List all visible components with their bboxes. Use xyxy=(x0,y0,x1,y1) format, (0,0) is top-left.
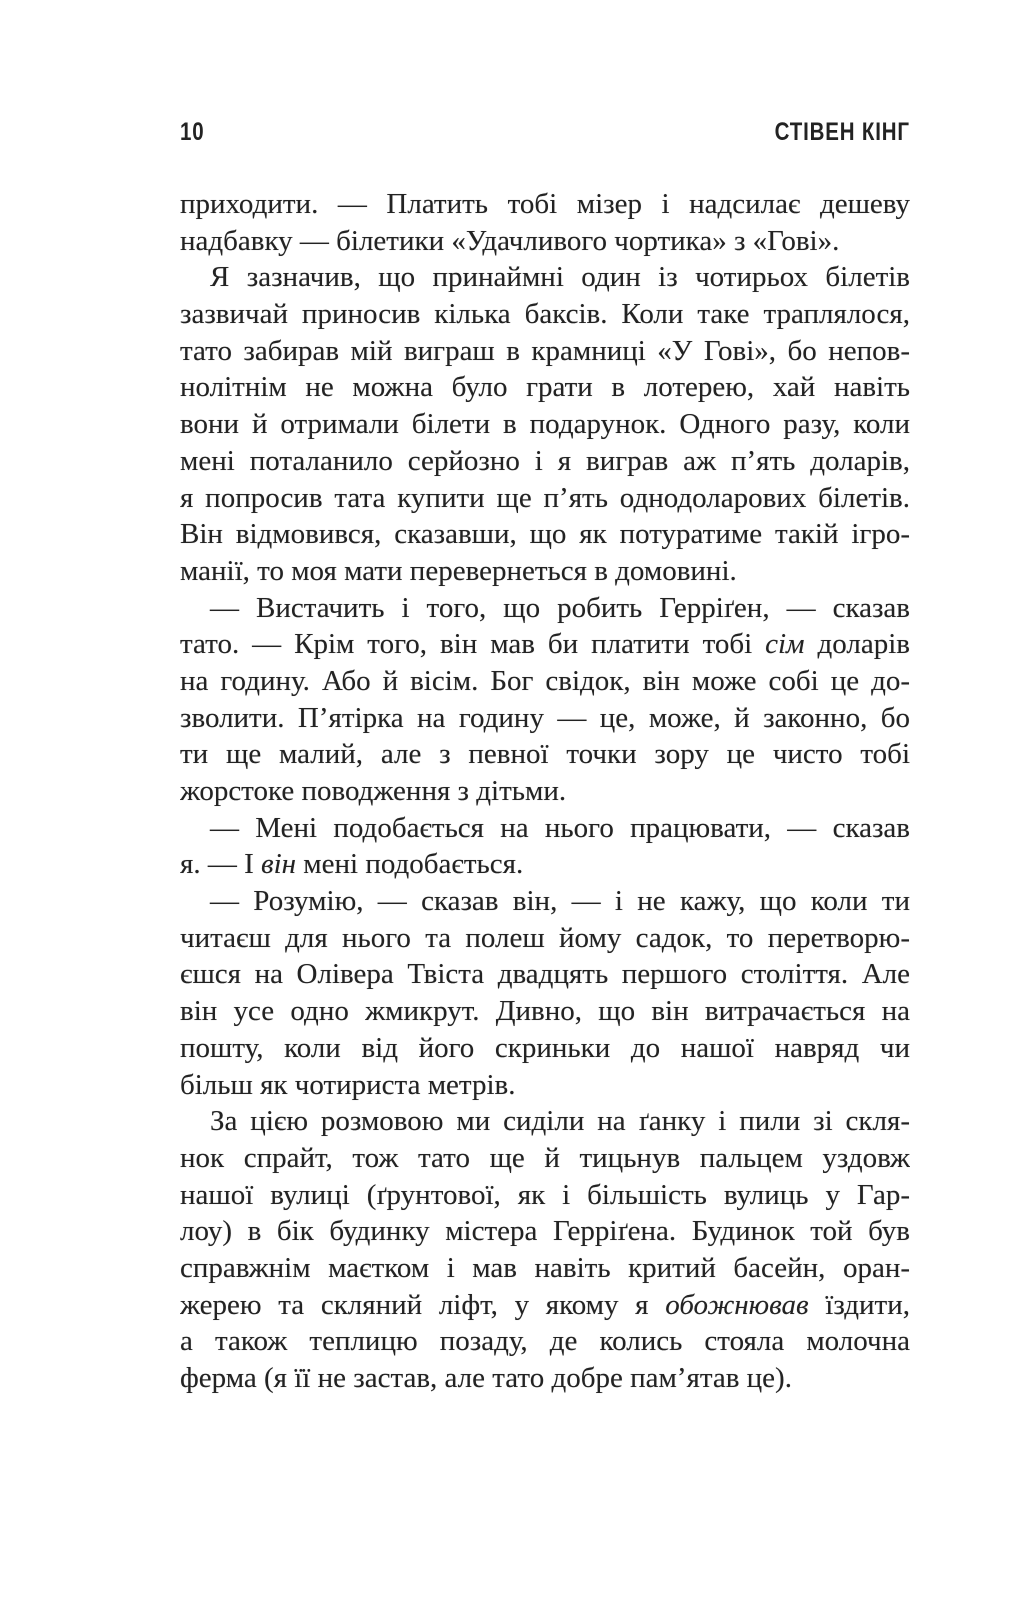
text-line: а також теплицю позаду, де колись стояла молочна xyxy=(180,1325,910,1358)
text-line: ферма (я її не застав, але тато добре пам’ятав це). xyxy=(180,1362,792,1394)
text-line: нок спрайт, тож тато ще й тицьнув пальцем уздовж xyxy=(180,1141,910,1174)
text-line: мені поталанило серйозно і я виграв аж п’ять доларів, xyxy=(180,444,910,477)
page-number: 10 xyxy=(180,118,205,146)
running-title: СТІВЕН КІНГ xyxy=(774,118,910,146)
text-line: За цією розмовою ми сиділи на ґанку і пили зі скля- xyxy=(210,1105,910,1138)
text-line: зволити. П’ятірка на годину — це, може, й законно, бо xyxy=(180,701,910,734)
text-line: я. — І він мені подобається. xyxy=(180,848,524,881)
text-line: більш як чотириста метрів. xyxy=(180,1068,516,1101)
text-line: манії, то моя мати перевернеться в домовині. xyxy=(180,554,737,587)
page-body xyxy=(180,186,910,1397)
text-line: приходити. — Платить тобі мізер і надсилає дешеву xyxy=(180,188,910,220)
text-line: — Вистачить і того, що робить Герріґен, — сказав xyxy=(210,591,910,624)
text-line: читаєш для нього та полеш йому садок, то перетворю- xyxy=(180,921,910,954)
text-line: я попросив тата купити ще п’ять однодоларових білетів. xyxy=(180,481,910,514)
text-line: нашої вулиці (ґрунтової, як і більшість вулиць у Гар- xyxy=(180,1178,910,1211)
text-line: справжнім маєтком і мав навіть критий басейн, оран- xyxy=(180,1251,910,1284)
text-line: Я зазначив, що принаймні один із чотирьох білетів xyxy=(210,261,910,294)
text-line: лоу) в бік будинку містера Герріґена. Будинок той був xyxy=(180,1215,910,1248)
text-line: єшся на Олівера Твіста двадцять першого століття. Але xyxy=(180,958,910,991)
text-line: Він відмовився, сказавши, що як потуратиме такій ігро- xyxy=(180,518,910,551)
text-line: тато. — Крім того, він мав би платити тобі сім доларів xyxy=(180,628,910,661)
text-line: нолітнім не можна було грати в лотерею, хай навіть xyxy=(180,371,910,404)
text-line: він усе одно жмикрут. Дивно, що він витрачається на xyxy=(180,995,910,1028)
text-line: пошту, коли від його скриньки до нашої навряд чи xyxy=(180,1031,910,1064)
text-line: зазвичай приносив кілька баксів. Коли таке траплялося, xyxy=(180,298,910,331)
text-line: вони й отримали білети в подарунок. Одного разу, коли xyxy=(180,408,910,441)
page-header xyxy=(180,118,910,147)
text-line: жерею та скляний ліфт, у якому я обожнював їздити, xyxy=(180,1288,910,1321)
text-line: — Мені подобається на нього працювати, — сказав xyxy=(210,811,910,844)
text-line: жорстоке поводження з дітьми. xyxy=(180,775,567,807)
text-line: на годину. Або й вісім. Бог свідок, він може собі це до- xyxy=(180,664,910,697)
text-line: надбавку — білетики «Удачливого чортика» з «Гові». xyxy=(180,224,840,257)
text-line: — Розумію, — сказав він, — і не кажу, що коли ти xyxy=(210,885,910,918)
text-line: тато забирав мій виграш в крамниці «У Гові», бо непов- xyxy=(180,334,910,367)
text-line: ти ще малий, але з певної точки зору це чисто тобі xyxy=(180,738,910,771)
